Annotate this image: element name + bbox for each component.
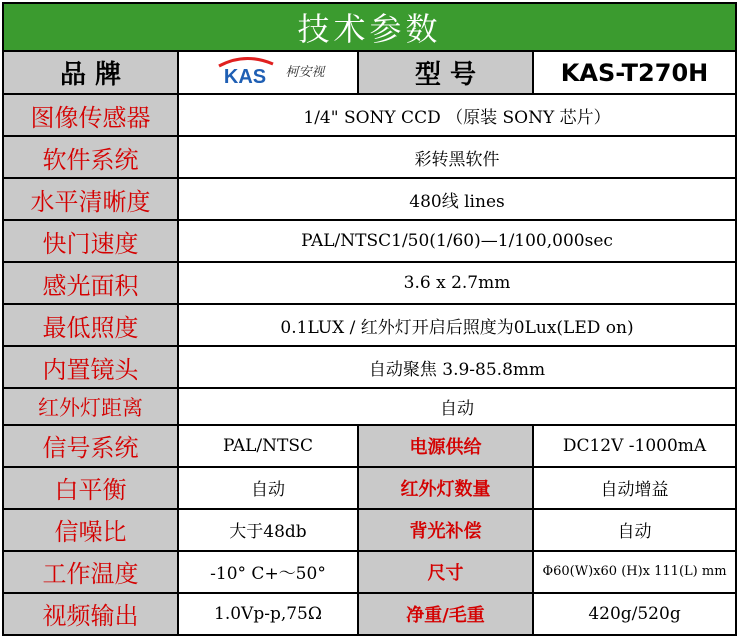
spec-label: 软件系统 [3,136,178,178]
spec-label: 净重/毛重 [358,593,533,635]
spec-label: 最低照度 [3,304,178,346]
spec-value: 自动 [533,509,736,551]
spec-value: 大于48db [178,509,358,551]
model-value: KAS-T270H [533,51,736,94]
spec-label: 工作温度 [3,551,178,593]
spec-label: 内置镜头 [3,346,178,388]
spec-label: 快门速度 [3,220,178,262]
spec-value: 自动 [178,467,358,509]
spec-value: 彩转黑软件 [178,136,736,178]
spec-value: 1.0Vp-p,75Ω [178,593,358,635]
model-label: 型 号 [358,51,533,94]
spec-label: 图像传感器 [3,94,178,136]
brand-logo [178,51,358,94]
spec-value: 自动 [178,388,736,424]
spec-label: 视频输出 [3,593,178,635]
spec-value: Φ60(W)x60 (H)x 111(L) mm [533,551,736,593]
spec-label: 水平清晰度 [3,178,178,220]
spec-label: 信噪比 [3,509,178,551]
spec-value: 420g/520g [533,593,736,635]
brand-label: 品 牌 [3,51,178,94]
spec-value: 自动聚焦 3.9-85.8mm [178,346,736,388]
spec-value: 3.6 x 2.7mm [178,262,736,304]
spec-label: 红外灯距离 [3,388,178,424]
logo-cn-text: 柯安视 [285,65,325,80]
spec-label: 尺寸 [358,551,533,593]
spec-label: 信号系统 [3,425,178,467]
spec-value: 自动增益 [533,467,736,509]
spec-label: 背光补偿 [358,509,533,551]
page-title: 技术参数 [3,3,736,51]
spec-value: 1/4" SONY CCD （原装 SONY 芯片） [178,94,736,136]
spec-table [2,2,737,636]
spec-value: PAL/NTSC1/50(1/60)—1/100,000sec [178,220,736,262]
kas-logo-icon [211,56,279,86]
spec-value: -10° C+～50° [178,551,358,593]
spec-value: 0.1LUX / 红外灯开启后照度为0Lux(LED on) [178,304,736,346]
spec-value: 480线 lines [178,178,736,220]
spec-value: DC12V -1000mA [533,425,736,467]
spec-label: 白平衡 [3,467,178,509]
logo-text: KAS [224,65,267,86]
spec-value: PAL/NTSC [178,425,358,467]
spec-label: 电源供给 [358,425,533,467]
spec-label: 红外灯数量 [358,467,533,509]
spec-label: 感光面积 [3,262,178,304]
